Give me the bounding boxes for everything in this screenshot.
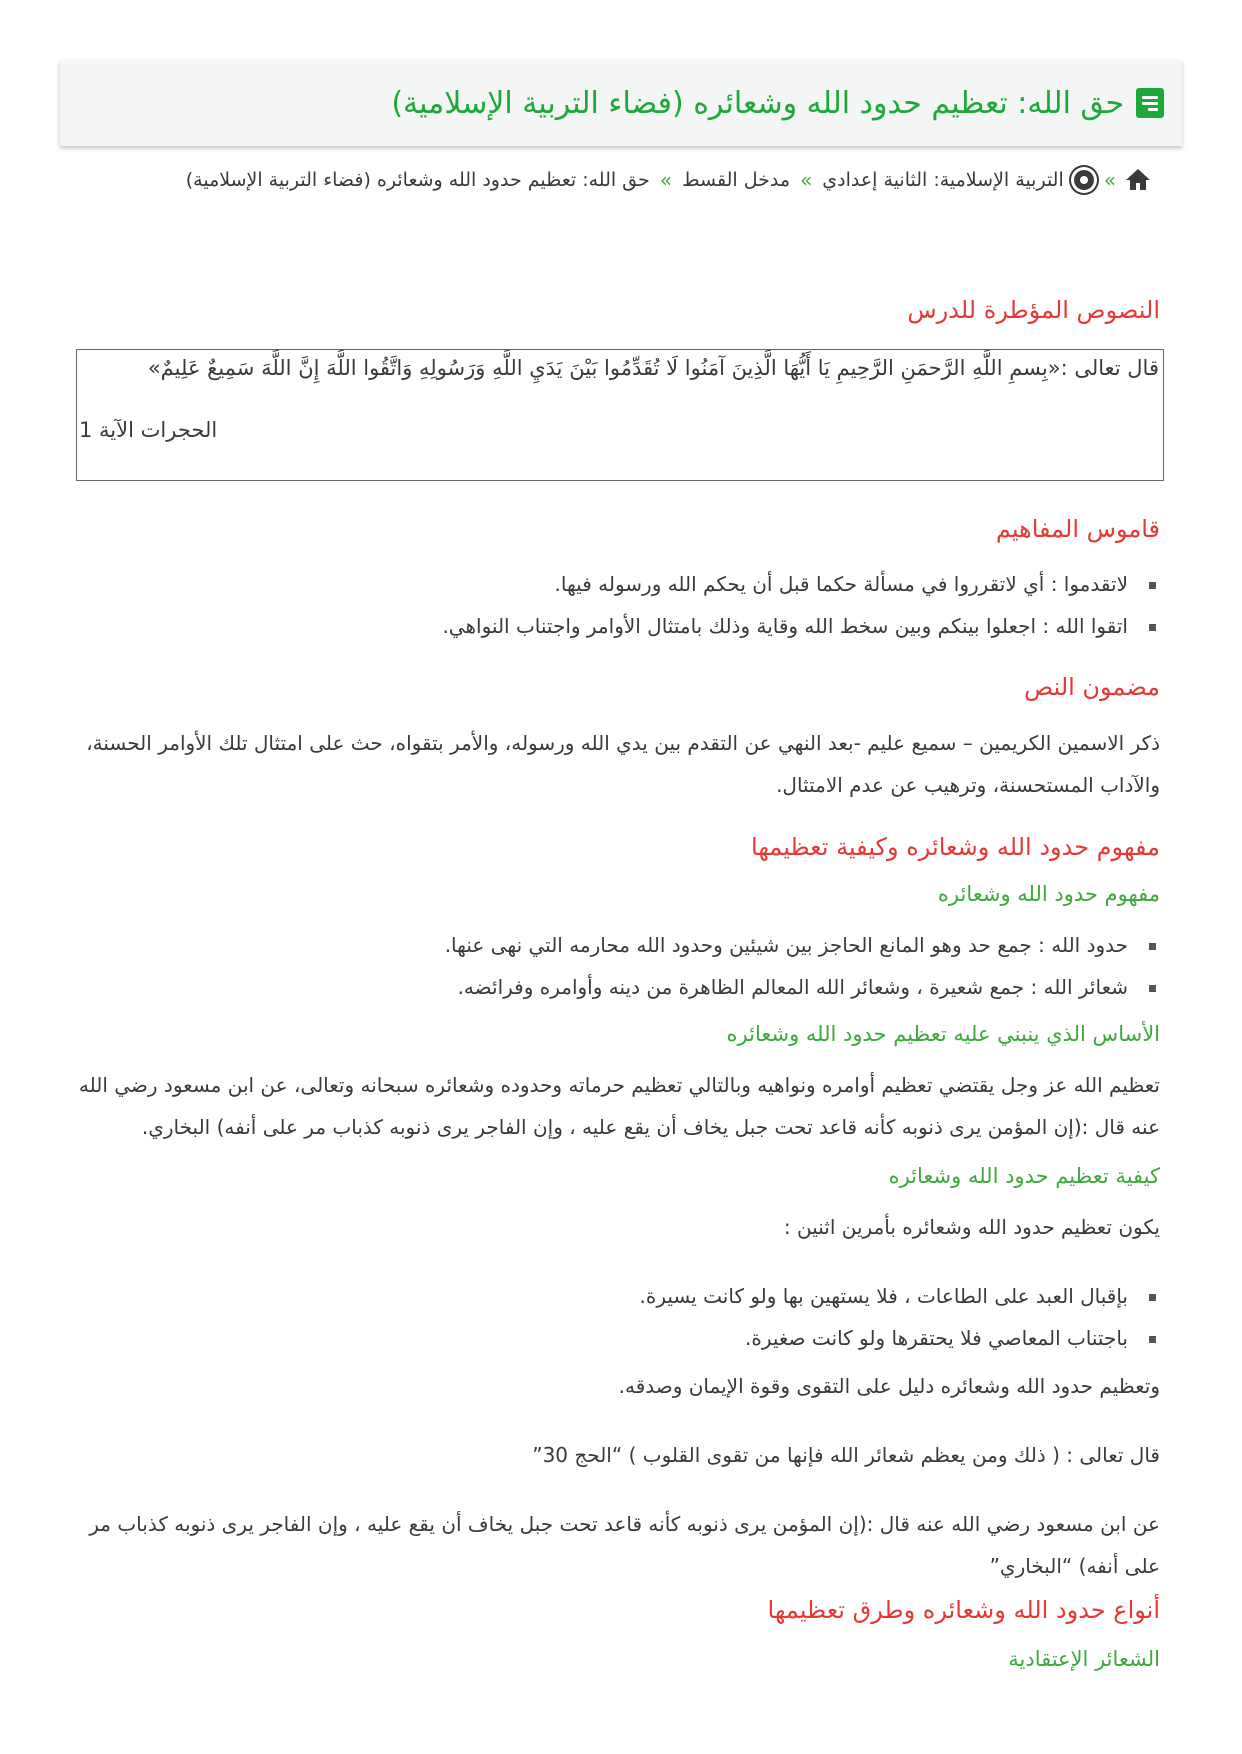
list-item: باجتناب المعاصي فلا يحتقرها ولو كانت صغيرة. xyxy=(640,1317,1161,1359)
breadcrumb-separator: » xyxy=(1103,168,1116,192)
section-heading-texts: النصوص المؤطرة للدرس xyxy=(907,296,1160,324)
gear-icon xyxy=(1074,170,1094,190)
list-item: اتقوا الله : اجعلوا بينكم وبين سخط الله وقاية وذلك بامتثال الأوامر واجتناب النواهي. xyxy=(442,605,1160,647)
content-paragraph: ذكر الاسمين الكريمين – سميع عليم -بعد النهي عن التقدم بين يدي الله ورسوله، والأمر بتقواه، حث على امتثال تلك الأوامر الحسنة، والآداب المستحسنة، وترهيب عن عدم الامتثال. xyxy=(86,731,1160,797)
section-heading-types: أنواع حدود الله وشعائره وطرق تعظيمها xyxy=(767,1596,1160,1624)
subheading-types: الشعائر الإعتقادية xyxy=(1008,1647,1160,1671)
verse-reference: الحجرات الآية 1 xyxy=(79,418,218,442)
breadcrumb xyxy=(186,168,1150,192)
section-heading-content: مضمون النص xyxy=(1024,673,1160,701)
verse-box xyxy=(76,349,1164,481)
section-heading-concept: مفهوم حدود الله وشعائره وكيفية تعظيمها xyxy=(751,833,1160,861)
breadcrumb-separator: » xyxy=(659,168,673,192)
home-icon[interactable] xyxy=(1126,169,1150,191)
verse-paragraph: قال تعالى : ( ذلك ومن يعظم شعائر الله فإنها من تقوى القلوب ) “الحج 30” xyxy=(532,1443,1160,1467)
verse-text: قال تعالى :«بِسمِ اللَّهِ الرَّحمَنِ الرَّحِيمِ يَا أَيُّهَا الَّذِينَ آمَنُوا لَا تُقَدِّمُوا بَيْنَ يَدَيِ اللَّهِ وَرَسُولِهِ وَاتَّقُوا اللَّهَ إِنَّ اللَّهَ سَمِيعٌ عَلِيمٌ» xyxy=(147,356,1159,380)
evidence-paragraph: وتعظيم حدود الله وشعائره دليل على التقوى وقوة الإيمان وصدقه. xyxy=(618,1374,1160,1398)
page-title: حق الله: تعظيم حدود الله وشعائره (فضاء التربية الإسلامية) xyxy=(391,85,1124,121)
subheading-how: كيفية تعظيم حدود الله وشعائره xyxy=(888,1164,1160,1188)
concept-list xyxy=(445,924,1160,1008)
breadcrumb-item-subject[interactable]: التربية الإسلامية: الثانية إعدادي xyxy=(822,169,1064,191)
list-item: بإقبال العبد على الطاعات ، فلا يستهين بها ولو كانت يسيرة. xyxy=(640,1275,1161,1317)
breadcrumb-separator: » xyxy=(800,168,813,192)
subheading-concept: مفهوم حدود الله وشعائره xyxy=(937,882,1160,906)
how-intro: يكون تعظيم حدود الله وشعائره بأمرين اثنين : xyxy=(783,1215,1160,1239)
subheading-basis: الأساس الذي ينبني عليه تعظيم حدود الله وشعائره xyxy=(726,1022,1160,1046)
how-list xyxy=(640,1275,1161,1359)
hadith-paragraph: عن ابن مسعود رضي الله عنه قال :(إن المؤمن يرى ذنوبه كأنه قاعد تحت جبل يخاف أن يقع عليه ، وإن الفاجر يرى ذنوبه كذباب مر على أنفه) “البخاري” xyxy=(89,1512,1160,1578)
list-item: حدود الله : جمع حد وهو المانع الحاجز بين شيئين وحدود الله محارمه التي نهى عنها. xyxy=(445,924,1160,966)
list-item: لاتقدموا : أي لاتقرروا في مسألة حكما قبل أن يحكم الله ورسوله فيها. xyxy=(442,563,1160,605)
basis-paragraph: تعظيم الله عز وجل يقتضي تعظيم أوامره ونواهيه وبالتالي تعظيم حرماته وحدوده وشعائره سبحانه وتعالى، عن ابن مسعود رضي الله عنه قال :(إن المؤمن يرى ذنوبه كأنه قاعد تحت جبل يخاف أن يقع عليه ، وإن الفاجر يرى ذنوبه كذباب مر على أنفه) البخاري. xyxy=(78,1073,1160,1139)
glossary-list xyxy=(442,563,1160,647)
document-icon xyxy=(1136,88,1164,118)
title-bar xyxy=(60,60,1182,146)
list-item: شعائر الله : جمع شعيرة ، وشعائر الله المعالم الظاهرة من دينه وأوامره وفرائضه. xyxy=(445,966,1160,1008)
breadcrumb-item-current: حق الله: تعظيم حدود الله وشعائره (فضاء التربية الإسلامية) xyxy=(185,169,650,191)
breadcrumb-item-unit[interactable]: مدخل القسط xyxy=(682,169,791,191)
section-heading-glossary: قاموس المفاهيم xyxy=(995,515,1160,543)
